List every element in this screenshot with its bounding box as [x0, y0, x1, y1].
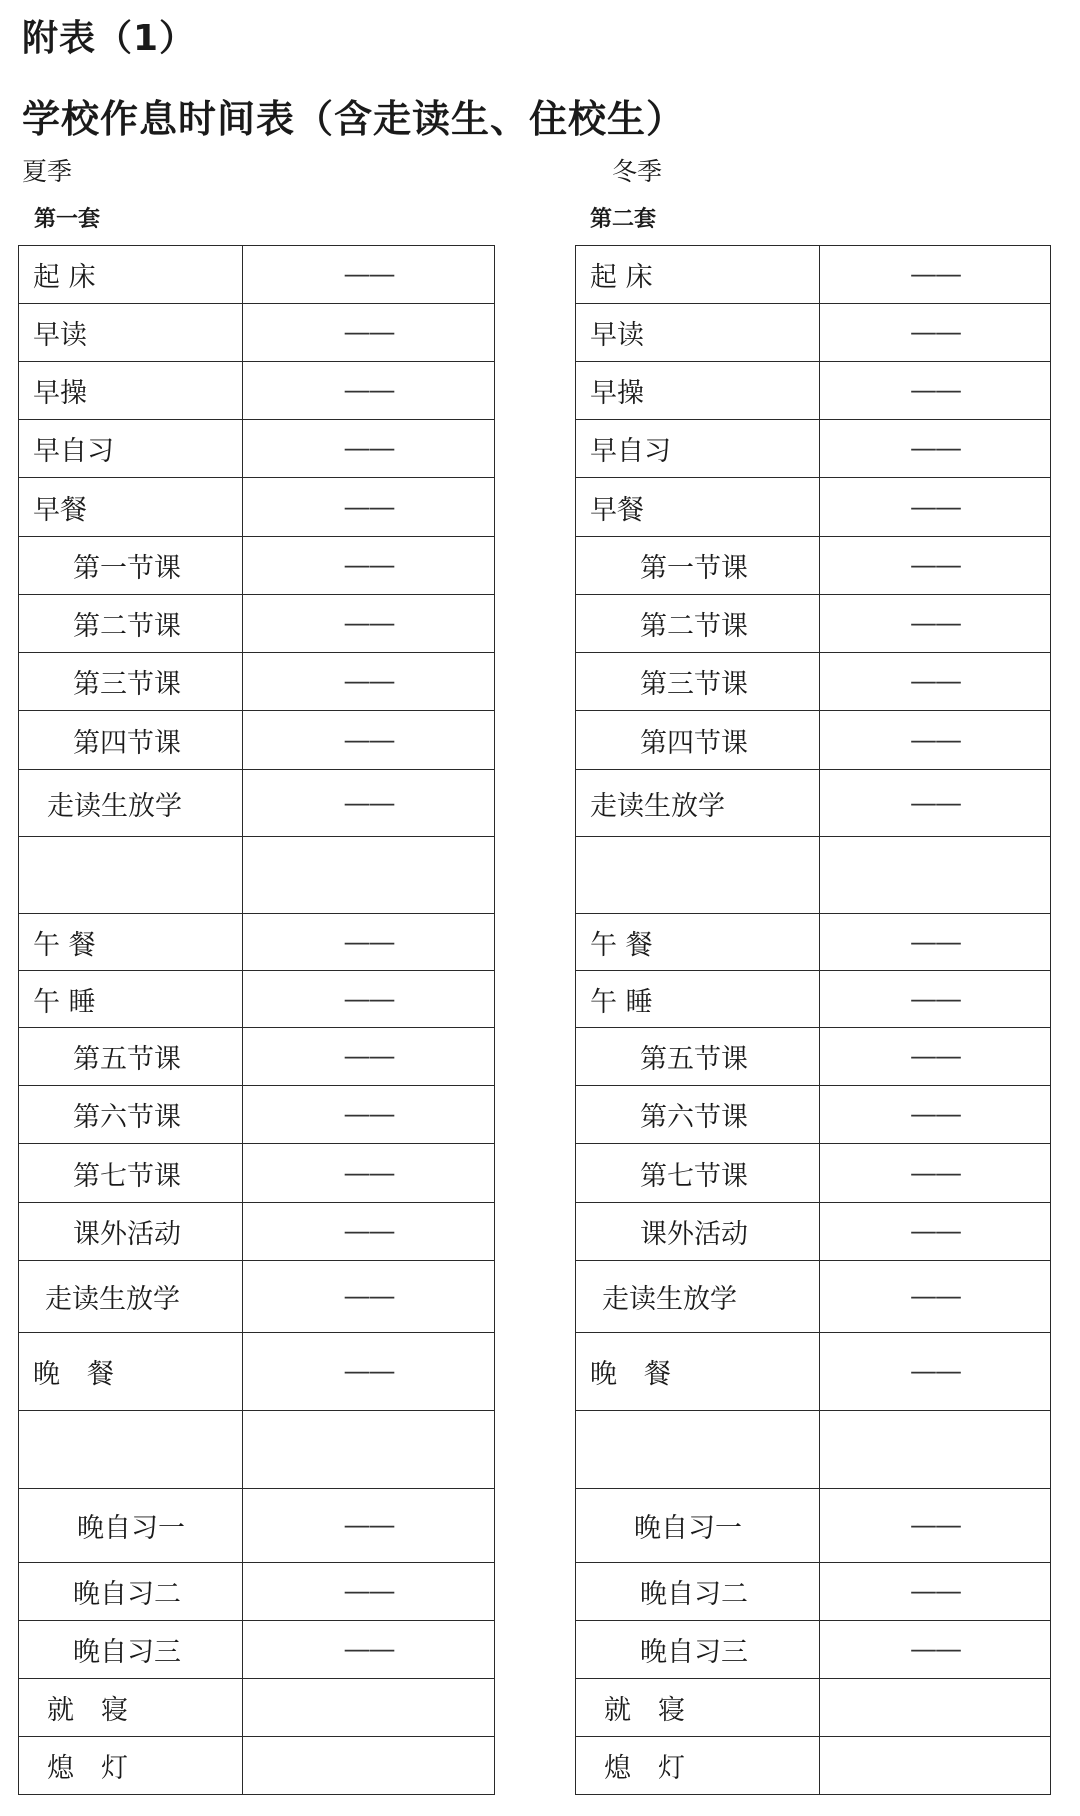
summer-activity-cell: 早读 [19, 304, 243, 362]
winter-time-cell: —— [820, 971, 1051, 1028]
summer-activity-cell: 早自习 [19, 420, 243, 478]
winter-table-row [576, 770, 1051, 837]
winter-time-cell: —— [820, 1563, 1051, 1621]
summer-time-cell: —— [243, 246, 495, 304]
summer-activity-cell [19, 1411, 243, 1489]
winter-time-cell: —— [820, 478, 1051, 537]
summer-activity-cell: 就 寝 [19, 1679, 243, 1737]
winter-time-cell: —— [820, 1086, 1051, 1144]
winter-activity-cell: 第七节课 [576, 1144, 820, 1203]
winter-table-row [576, 1679, 1051, 1737]
winter-time-cell: —— [820, 1028, 1051, 1086]
summer-activity-cell: 第二节课 [19, 595, 243, 653]
summer-activity-cell: 起 床 [19, 246, 243, 304]
summer-table-row [19, 1028, 495, 1086]
summer-set-label: 第一套 [34, 207, 101, 232]
winter-time-cell: —— [820, 362, 1051, 420]
winter-table-row [576, 1621, 1051, 1679]
summer-table-row [19, 1261, 495, 1333]
winter-activity-cell: 课外活动 [576, 1203, 820, 1261]
summer-time-cell: —— [243, 1086, 495, 1144]
winter-table-row [576, 711, 1051, 770]
winter-activity-cell [576, 837, 820, 914]
winter-time-cell: —— [820, 1203, 1051, 1261]
winter-time-cell: —— [820, 1144, 1051, 1203]
summer-time-cell [243, 1679, 495, 1737]
summer-time-cell: —— [243, 1203, 495, 1261]
summer-activity-cell: 第四节课 [19, 711, 243, 770]
summer-schedule-body [19, 246, 495, 1795]
winter-activity-cell: 早读 [576, 304, 820, 362]
summer-time-cell: —— [243, 1563, 495, 1621]
winter-time-cell [820, 1411, 1051, 1489]
summer-time-cell: —— [243, 1028, 495, 1086]
winter-time-cell: —— [820, 770, 1051, 837]
winter-time-cell: —— [820, 537, 1051, 595]
summer-table-row [19, 653, 495, 711]
summer-table-row [19, 914, 495, 971]
winter-time-cell: —— [820, 711, 1051, 770]
winter-table-row [576, 246, 1051, 304]
summer-table-row [19, 478, 495, 537]
summer-table-row [19, 1563, 495, 1621]
page-title: 学校作息时间表（含走读生、住校生） [22, 97, 686, 141]
summer-table-row [19, 362, 495, 420]
winter-table-row [576, 1411, 1051, 1489]
winter-table-row [576, 304, 1051, 362]
winter-table-row [576, 362, 1051, 420]
summer-time-cell: —— [243, 711, 495, 770]
winter-time-cell: —— [820, 595, 1051, 653]
winter-table-row [576, 1203, 1051, 1261]
winter-activity-cell: 早餐 [576, 478, 820, 537]
winter-table-row [576, 595, 1051, 653]
winter-activity-cell: 第一节课 [576, 537, 820, 595]
summer-time-cell: —— [243, 653, 495, 711]
summer-time-cell: —— [243, 1144, 495, 1203]
summer-table-row [19, 1621, 495, 1679]
summer-table-row [19, 837, 495, 914]
winter-activity-cell: 第三节课 [576, 653, 820, 711]
winter-time-cell: —— [820, 914, 1051, 971]
summer-activity-cell: 午 餐 [19, 914, 243, 971]
winter-table-row [576, 971, 1051, 1028]
winter-table-row [576, 1028, 1051, 1086]
summer-time-cell: —— [243, 1333, 495, 1411]
winter-time-cell [820, 1679, 1051, 1737]
summer-season-label: 夏季 [22, 157, 73, 186]
summer-activity-cell: 早餐 [19, 478, 243, 537]
summer-activity-cell: 晚自习一 [19, 1489, 243, 1563]
winter-table-row [576, 1737, 1051, 1795]
summer-time-cell: —— [243, 478, 495, 537]
winter-time-cell: —— [820, 1621, 1051, 1679]
summer-table-row [19, 1144, 495, 1203]
summer-activity-cell: 早操 [19, 362, 243, 420]
winter-activity-cell: 第六节课 [576, 1086, 820, 1144]
winter-activity-cell: 早操 [576, 362, 820, 420]
winter-activity-cell: 第四节课 [576, 711, 820, 770]
summer-time-cell: —— [243, 1489, 495, 1563]
winter-time-cell: —— [820, 653, 1051, 711]
summer-time-cell: —— [243, 362, 495, 420]
winter-schedule-body [576, 246, 1051, 1795]
summer-table-row [19, 1411, 495, 1489]
summer-time-cell: —— [243, 420, 495, 478]
winter-time-cell: —— [820, 420, 1051, 478]
summer-table-row [19, 1489, 495, 1563]
summer-activity-cell: 走读生放学 [19, 1261, 243, 1333]
winter-season-label: 冬季 [612, 157, 663, 186]
winter-time-cell [820, 1737, 1051, 1795]
winter-table-row [576, 837, 1051, 914]
summer-time-cell: —— [243, 1621, 495, 1679]
winter-table-row [576, 1144, 1051, 1203]
summer-table-row [19, 595, 495, 653]
winter-time-cell: —— [820, 1489, 1051, 1563]
summer-activity-cell: 第三节课 [19, 653, 243, 711]
winter-time-cell: —— [820, 1261, 1051, 1333]
summer-activity-cell: 晚自习二 [19, 1563, 243, 1621]
summer-table-row [19, 770, 495, 837]
summer-activity-cell [19, 837, 243, 914]
summer-table-row [19, 304, 495, 362]
winter-activity-cell: 晚自习二 [576, 1563, 820, 1621]
winter-activity-cell: 午 餐 [576, 914, 820, 971]
summer-time-cell: —— [243, 914, 495, 971]
winter-table-row [576, 1261, 1051, 1333]
winter-set-label: 第二套 [590, 207, 657, 232]
summer-time-cell: —— [243, 770, 495, 837]
summer-table-row [19, 711, 495, 770]
summer-time-cell: —— [243, 971, 495, 1028]
summer-activity-cell: 熄 灯 [19, 1737, 243, 1795]
winter-activity-cell: 起 床 [576, 246, 820, 304]
winter-schedule-table [575, 245, 1051, 1795]
summer-activity-cell: 第六节课 [19, 1086, 243, 1144]
summer-activity-cell: 第五节课 [19, 1028, 243, 1086]
summer-table-row [19, 1086, 495, 1144]
winter-time-cell [820, 837, 1051, 914]
winter-table-row [576, 420, 1051, 478]
summer-schedule-table [18, 245, 495, 1795]
summer-table-row [19, 1737, 495, 1795]
winter-table-row [576, 1489, 1051, 1563]
winter-activity-cell: 第二节课 [576, 595, 820, 653]
winter-activity-cell [576, 1411, 820, 1489]
winter-activity-cell: 第五节课 [576, 1028, 820, 1086]
winter-time-cell: —— [820, 304, 1051, 362]
winter-activity-cell: 早自习 [576, 420, 820, 478]
summer-time-cell: —— [243, 537, 495, 595]
summer-table-row [19, 1333, 495, 1411]
summer-activity-cell: 晚 餐 [19, 1333, 243, 1411]
winter-time-cell: —— [820, 246, 1051, 304]
summer-table-row [19, 537, 495, 595]
winter-time-cell: —— [820, 1333, 1051, 1411]
summer-activity-cell: 晚自习三 [19, 1621, 243, 1679]
winter-table-row [576, 1333, 1051, 1411]
winter-activity-cell: 晚 餐 [576, 1333, 820, 1411]
summer-table-row [19, 1203, 495, 1261]
summer-activity-cell: 午 睡 [19, 971, 243, 1028]
winter-activity-cell: 午 睡 [576, 971, 820, 1028]
winter-table-row [576, 478, 1051, 537]
winter-activity-cell: 就 寝 [576, 1679, 820, 1737]
appendix-label: 附表（1） [22, 18, 197, 59]
summer-time-cell [243, 1411, 495, 1489]
winter-activity-cell: 晚自习三 [576, 1621, 820, 1679]
summer-time-cell: —— [243, 595, 495, 653]
summer-table-row [19, 246, 495, 304]
summer-activity-cell: 课外活动 [19, 1203, 243, 1261]
summer-table-row [19, 420, 495, 478]
winter-table-row [576, 1563, 1051, 1621]
summer-activity-cell: 走读生放学 [19, 770, 243, 837]
summer-time-cell [243, 837, 495, 914]
summer-activity-cell: 第一节课 [19, 537, 243, 595]
summer-table-row [19, 1679, 495, 1737]
winter-table-row [576, 537, 1051, 595]
winter-table-row [576, 914, 1051, 971]
summer-time-cell [243, 1737, 495, 1795]
winter-activity-cell: 熄 灯 [576, 1737, 820, 1795]
summer-table-row [19, 971, 495, 1028]
winter-table-row [576, 1086, 1051, 1144]
winter-activity-cell: 走读生放学 [576, 770, 820, 837]
winter-activity-cell: 走读生放学 [576, 1261, 820, 1333]
winter-table-row [576, 653, 1051, 711]
summer-time-cell: —— [243, 1261, 495, 1333]
summer-time-cell: —— [243, 304, 495, 362]
winter-activity-cell: 晚自习一 [576, 1489, 820, 1563]
summer-activity-cell: 第七节课 [19, 1144, 243, 1203]
